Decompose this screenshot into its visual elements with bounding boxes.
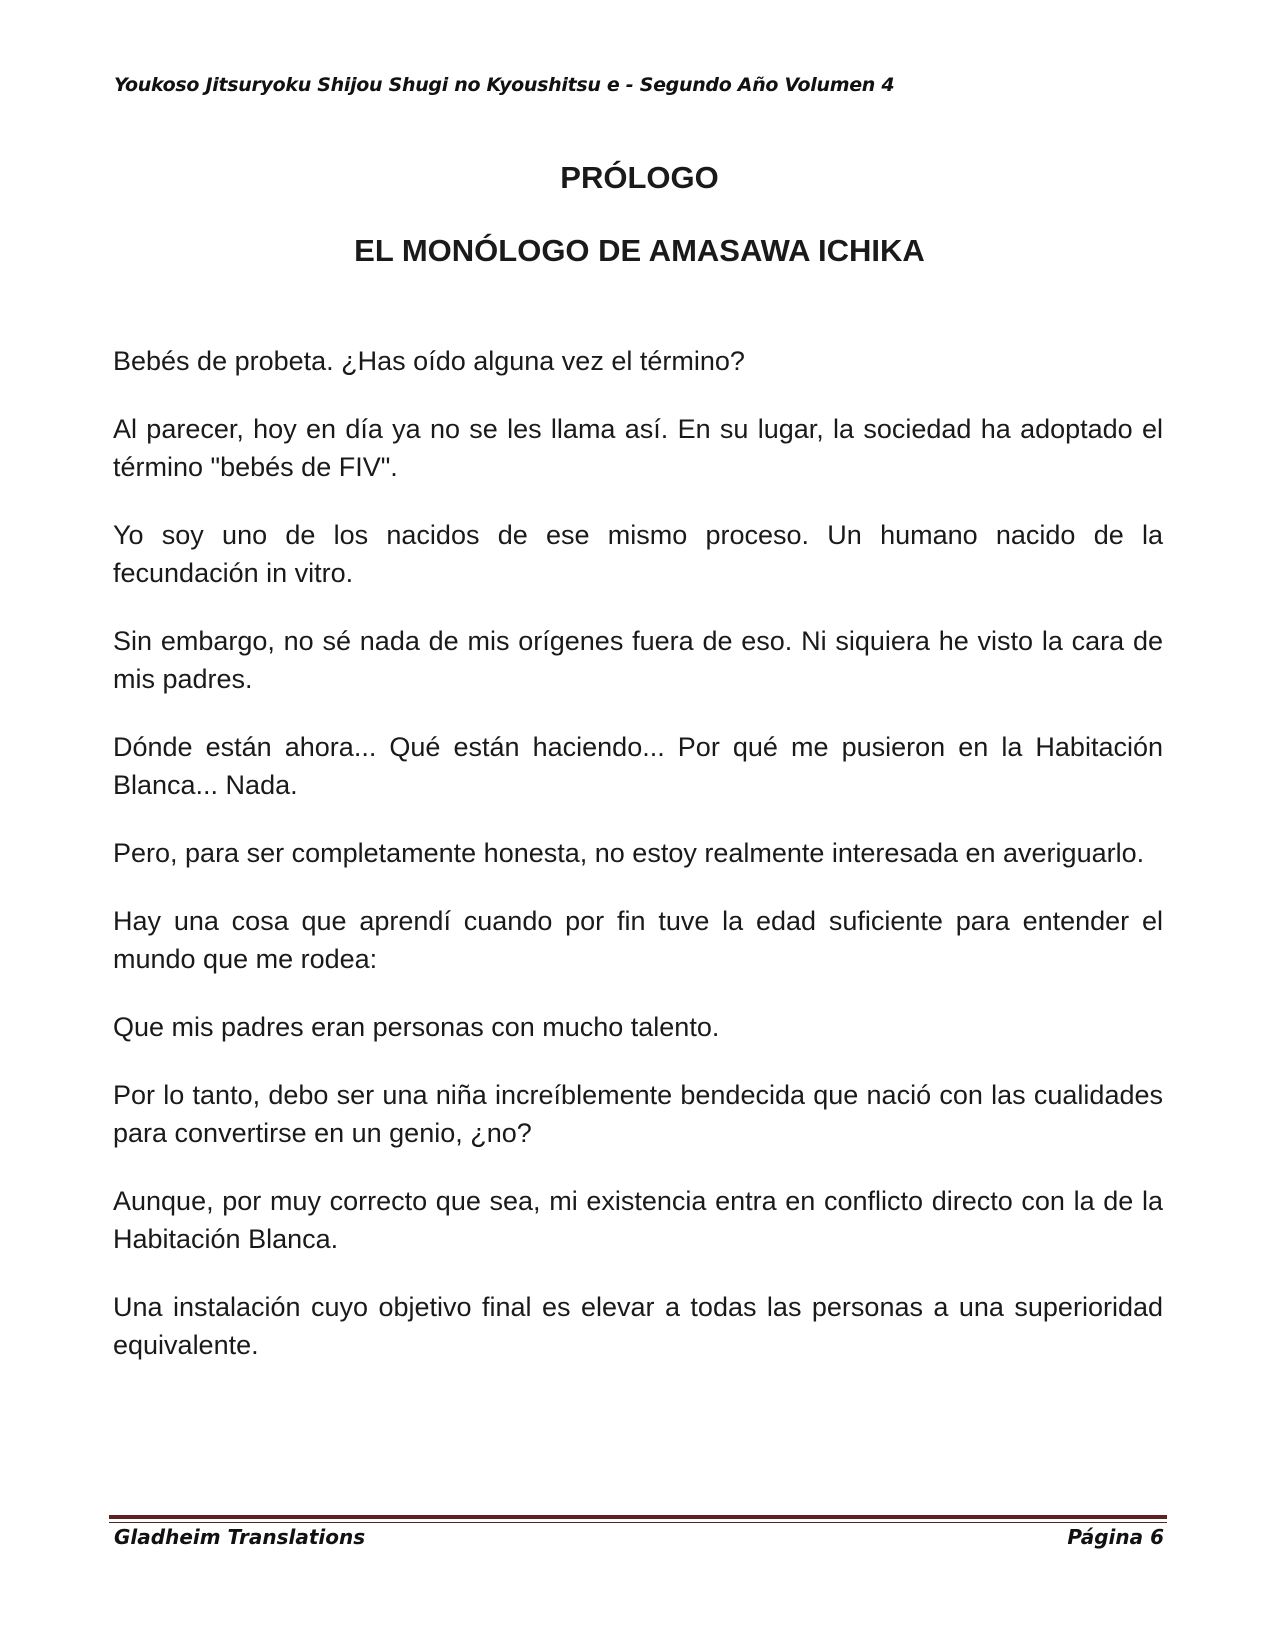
paragraph: Dónde están ahora... Qué están haciendo... Por qué me pusieron en la Habitación Blanca... Nada. [113,732,1163,800]
chapter-label: PRÓLOGO [560,160,719,195]
paragraph: Por lo tanto, debo ser una niña increíblemente bendecida que nació con las cualidades para convertirse en un genio, ¿no? [113,1080,1163,1148]
paragraph: Sin embargo, no sé nada de mis orígenes fuera de eso. Ni siquiera he visto la cara de mis padres. [113,626,1163,694]
chapter-title: EL MONÓLOGO DE AMASAWA ICHIKA [354,233,925,268]
paragraph: Yo soy uno de los nacidos de ese mismo proceso. Un humano nacido de la fecundación in vitro. [113,520,1163,588]
paragraph: Hay una cosa que aprendí cuando por fin tuve la edad suficiente para entender el mundo que me rodea: [113,906,1163,974]
paragraph: Una instalación cuyo objetivo final es elevar a todas las personas a una superioridad equivalente. [113,1292,1163,1360]
body-text [113,342,1163,1394]
paragraph: Que mis padres eran personas con mucho talento. [113,1012,720,1042]
footer-divider-thin [109,1522,1167,1523]
footer-page-number: Página 6 [1067,1525,1164,1549]
paragraph: Bebés de probeta. ¿Has oído alguna vez el término? [113,346,745,376]
running-header-title: Youkoso Jitsuryoku Shijou Shugi no Kyoushitsu e - Segundo Año Volumen 4 [114,74,895,96]
paragraph: Pero, para ser completamente honesta, no estoy realmente interesada en averiguarlo. [113,838,1145,868]
paragraph: Al parecer, hoy en día ya no se les llama así. En su lugar, la sociedad ha adoptado el término "bebés de FIV". [113,414,1163,482]
footer-translator: Gladheim Translations [114,1525,366,1549]
footer-divider [109,1515,1167,1519]
paragraph: Aunque, por muy correcto que sea, mi existencia entra en conflicto directo con la de la Habitación Blanca. [113,1186,1163,1254]
